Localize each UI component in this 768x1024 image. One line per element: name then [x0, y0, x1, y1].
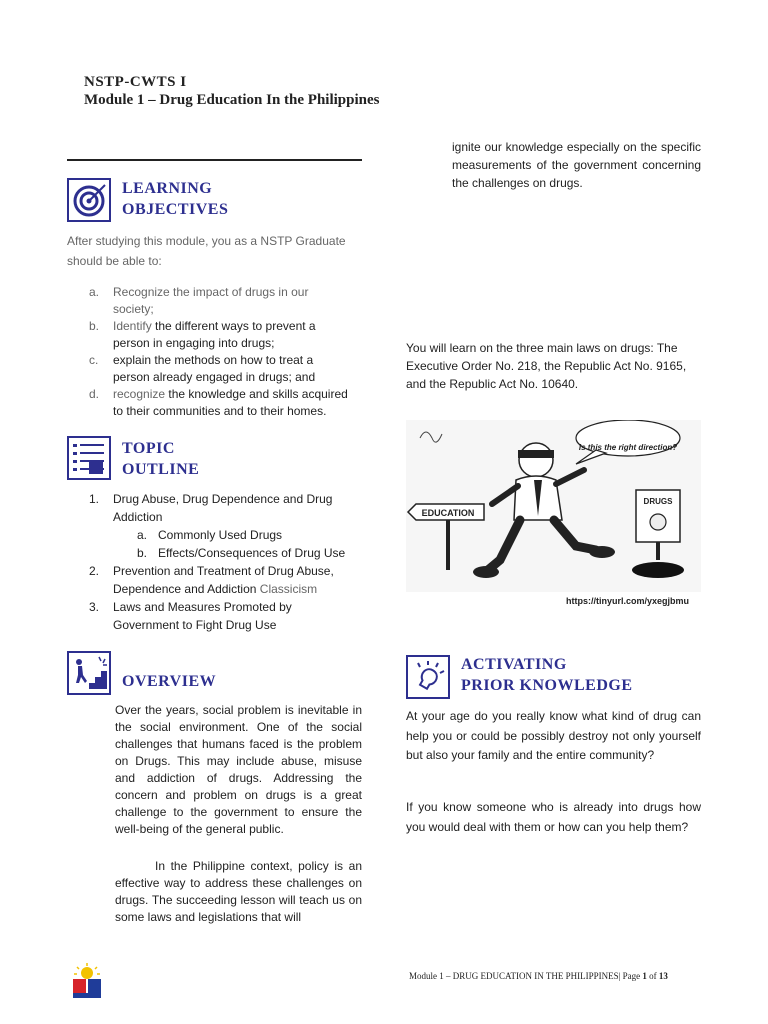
activating-heading: ACTIVATING PRIOR KNOWLEDGE: [461, 656, 633, 694]
list-item: d. recognize the knowledge and skills acquired to their communities and to their homes.: [89, 387, 348, 418]
continuation-paragraph: ignite our knowledge especially on the specific measurements of the government concerning the challenges on drugs.: [452, 140, 701, 190]
list-item: b. Effects/Consequences of Drug Use: [137, 546, 346, 560]
question-1: At your age do you really know what kind of drug can help you or could be possibly destroy not only yourself but also your family and the entire community?: [406, 709, 701, 762]
list-item: 1. Drug Abuse, Drug Dependence and Drug Addiction: [89, 492, 333, 524]
stairs-climber-icon: [67, 651, 111, 695]
header-divider: [67, 159, 362, 161]
speech-bubble-text: Is this the right direction?: [578, 443, 678, 452]
topic-outline-heading: TOPIC OUTLINE: [122, 440, 200, 478]
outline-list-icon: [67, 436, 111, 480]
overview-heading: OVERVIEW: [122, 673, 217, 690]
lightbulb-icon: [406, 655, 450, 699]
laws-paragraph: You will learn on the three main laws on drugs: The Executive Order No. 218, the Republic Act No. 9165, and the Republic Act No. 10640.: [406, 341, 687, 391]
list-item: a. Commonly Used Drugs: [137, 528, 283, 542]
list-item: a. Recognize the impact of drugs in our society;: [89, 285, 309, 316]
list-item: 3. Laws and Measures Promoted by Government to Fight Drug Use: [89, 600, 292, 632]
objectives-list: [67, 284, 362, 420]
image-caption-link: https://tinyurl.com/yxegjbmu: [566, 596, 690, 606]
learning-objectives-heading: LEARNING OBJECTIVES: [122, 180, 229, 218]
overview-paragraph-1: Over the years, social problem is inevitable in the social environment. One of the social challenges that humans faced is the problem on Drugs. This may include abuse, misuse and addiction of drugs. Addressing the concern and problem on drugs is a great challenge to the government to ensure the well-being of the general public.: [115, 703, 362, 836]
module-title: Module 1 – Drug Education In the Philippines: [84, 92, 380, 108]
education-sign-text: EDUCATION: [421, 508, 475, 518]
overview-paragraph-2: In the Philippine context, policy is an effective way to address these challenges on drugs. The succeeding lesson will teach us on some laws and legislations that will: [115, 859, 362, 924]
list-item: b. Identify the different ways to prevent a person in engaging into drugs;: [89, 319, 316, 350]
target-icon: [67, 178, 111, 222]
outline-list: [67, 490, 362, 634]
drugs-sign-text: DRUGS: [643, 497, 673, 506]
question-2: If you know someone who is already into drugs how you would deal with them or how can you help them?: [406, 800, 701, 834]
logo: [67, 963, 107, 1003]
list-item: 2. Prevention and Treatment of Drug Abuse, Dependence and Addiction Classicism: [89, 564, 334, 596]
course-title: NSTP-CWTS I: [84, 74, 187, 90]
page-footer: Module 1 – DRUG EDUCATION IN THE PHILIPPINES| Page 1 of 13: [409, 971, 668, 981]
cartoon-illustration: [406, 420, 701, 592]
list-item: c. explain the methods on how to treat a person already engaged in drugs; and: [89, 353, 316, 384]
objectives-intro: After studying this module, you as a NSTP Graduate should be able to:: [67, 234, 346, 268]
